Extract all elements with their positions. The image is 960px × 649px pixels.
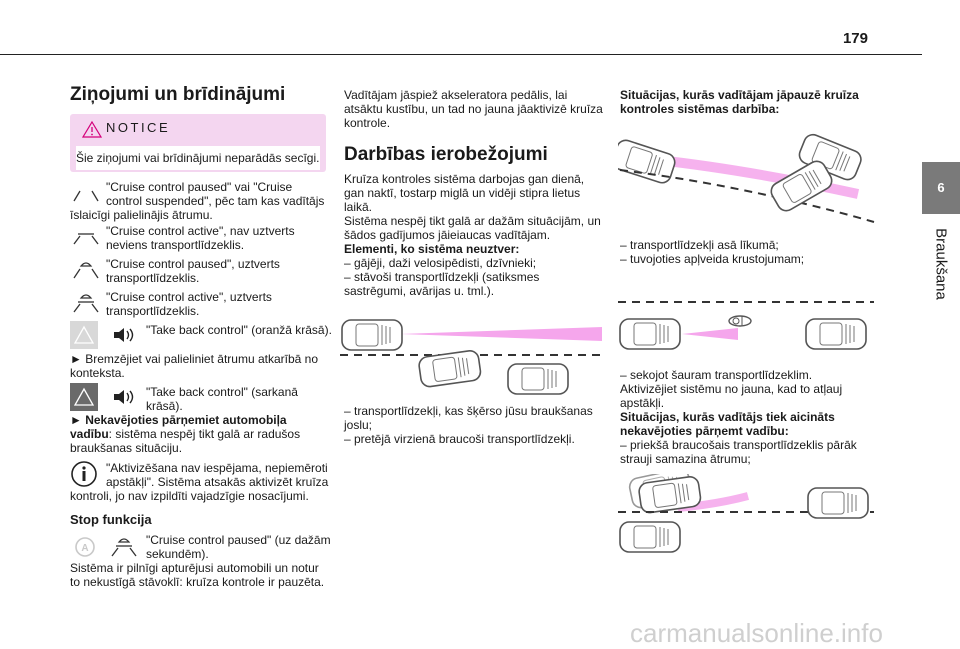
watermark: carmanualsonline.info	[630, 618, 883, 648]
bullet2-bold1: ► Nekavējoties pārņemiet automobiļa	[70, 413, 287, 427]
auto-hold-icon	[72, 536, 98, 558]
right-p-line1: Aktivizējiet sistēmu no jauna, kad to atļauj	[620, 382, 843, 396]
right-dash3: – sekojot šauram transportlīdzeklim.	[620, 368, 813, 382]
mid-p3-dash1: – transportlīdzekļi, kas šķērso jūsu braukšanas	[344, 404, 593, 418]
mid-p2-dash3: sastrēgumi, avārijas u. tml.).	[344, 284, 495, 298]
svg-text:A: A	[81, 543, 89, 554]
right-dash4b: strauji samazina ātrumu;	[620, 452, 751, 466]
limits-title: Darbības ierobežojumi	[344, 144, 548, 165]
item1-line1: "Cruise control paused" vai "Cruise	[106, 180, 293, 194]
stop-line1: "Cruise control paused" (uz dažām	[146, 533, 331, 547]
vehicle-detected-icon	[70, 258, 102, 280]
mid-p2-dash1: – gājēji, daži velosipēdisti, dzīvnieki;	[344, 256, 537, 270]
item6-line1: "Take back control" (sarkanā	[146, 385, 298, 399]
chapter-label	[922, 214, 960, 314]
info-icon	[70, 460, 98, 488]
sound-icon	[112, 388, 138, 406]
mid-p2-dash2: – stāvoši transportlīdzekļi (satiksmes	[344, 270, 540, 284]
item1-line2: control suspended", pēc tam kas vadītājs	[106, 194, 325, 208]
right-heading1-line1: Situācijas, kurās vadītājam jāpauzē kruīza	[620, 88, 859, 102]
mid-p2-line4: Sistēma nespēj tikt galā ar dažām situācijām, un	[344, 214, 601, 228]
right-p-line2: apstākļi.	[620, 396, 665, 410]
take-control-red-icon	[70, 383, 98, 411]
mid-p2-bold: Elementi, ko sistēma neuztver:	[344, 242, 520, 256]
chapter-label-text: Braukšana	[932, 228, 950, 300]
item5-text: "Take back control" (oranžā krāsā).	[146, 323, 332, 337]
notice-text: Šie ziņojumi vai brīdinājumi neparādās secīgi.	[76, 146, 320, 170]
notice-heading: NOTICE	[106, 120, 171, 135]
section-title: Ziņojumi un brīdinājumi	[70, 84, 286, 105]
stop-heading: Stop funkcija	[70, 512, 152, 527]
vehicle-detected-active-icon	[108, 536, 140, 558]
vehicle-detected-active-icon	[70, 292, 102, 314]
stop-line4: to nekustīgā stāvoklī: kruīza kontrole ir pauzēta.	[70, 575, 325, 589]
right-dash1: – transportlīdzekļi asā līkumā;	[620, 238, 779, 252]
info-line1: "Aktivizēšana nav iespējama, nepiemēroti	[106, 461, 328, 475]
cruise-active-icon	[70, 228, 102, 248]
right-dash2: – tuvojoties apļveida krustojumam;	[620, 252, 805, 266]
mid-p3-dash1b: joslu;	[344, 418, 373, 432]
bullet1-line2: konteksta.	[70, 366, 125, 380]
item2-line2: neviens transportlīdzeklis.	[106, 238, 245, 252]
right-dash4: – priekšā braucošais transportlīdzeklis pārāk	[620, 438, 857, 452]
mid-p1-line3: kontrole.	[344, 116, 391, 130]
notice-box	[70, 114, 326, 172]
item3-line2: transportlīdzeklis.	[106, 271, 200, 285]
page-number: 179	[842, 30, 868, 47]
item4-line1: "Cruise control active", uztverts	[106, 290, 272, 304]
take-control-orange-icon	[70, 321, 98, 349]
item6-line2: krāsā).	[146, 399, 183, 413]
mid-p2-line2: gan naktī, tostarp miglā un vidēji stipra lietus	[344, 186, 581, 200]
item3-line1: "Cruise control paused", uztverts	[106, 257, 280, 271]
right-heading1-line2: kontroles sistēmas darbība:	[620, 102, 780, 116]
chapter-tab[interactable]: 6	[922, 162, 960, 214]
bullet2-line3: braukšanas situāciju.	[70, 441, 183, 455]
stop-line3: Sistēma ir pilnīgi apturējusi automobili un notur	[70, 561, 319, 575]
mid-p2-line5: šādos gadījumos jāieiaucas vadītājam.	[344, 228, 551, 242]
warning-icon	[82, 121, 102, 138]
sharp-bend-illustration	[618, 130, 876, 230]
mid-p3-dash2: – pretējā virzienā braucoši transportlīdzekļi.	[344, 432, 575, 446]
mid-p2-line3: laikā.	[344, 200, 373, 214]
sound-icon	[112, 326, 138, 344]
mid-p2-line1: Kruīza kontroles sistēma darbojas gan dienā,	[344, 172, 585, 186]
item1-line3: īslaicīgi palielinājis ātrumu.	[70, 208, 213, 222]
crossing-vehicles-illustration	[340, 312, 602, 396]
cruise-lines-icon	[70, 188, 102, 202]
bullet1-line1: ► Bremzējiet vai palieliniet ātrumu atkarībā no	[70, 352, 318, 366]
info-line2: apstākļi". Sistēma atsakās aktivizēt kruīza	[106, 475, 329, 489]
sudden-braking-illustration	[618, 474, 876, 556]
top-rule	[0, 54, 922, 55]
stop-line2: sekundēm).	[146, 547, 209, 561]
mid-p1-line1: Vadītājam jāspiež akseleratora pedālis, lai	[344, 88, 568, 102]
right-heading2-line1: Situācijas, kurās vadītājs tiek aicināts	[620, 410, 835, 424]
item2-line1: "Cruise control active", nav uztverts	[106, 224, 295, 238]
motorcycle-icon	[729, 316, 751, 326]
narrow-vehicle-illustration	[618, 294, 876, 358]
bullet2-line2	[70, 427, 300, 442]
item4-line2: transportlīdzeklis.	[106, 304, 200, 318]
info-line3: kontroli, jo nav izpildīti vajadzīgie nosacījumi.	[70, 489, 309, 503]
bullet2-rest: : sistēma nespēj tikt galā ar radušos	[108, 427, 301, 441]
mid-p1-line2: atsāktu kustību, un tad no jauna jāaktivizē kruīza	[344, 102, 603, 116]
bullet2-bold2: vadību	[70, 427, 109, 441]
right-heading2-line2: nekavējoties pārņemt vadību:	[620, 424, 789, 438]
